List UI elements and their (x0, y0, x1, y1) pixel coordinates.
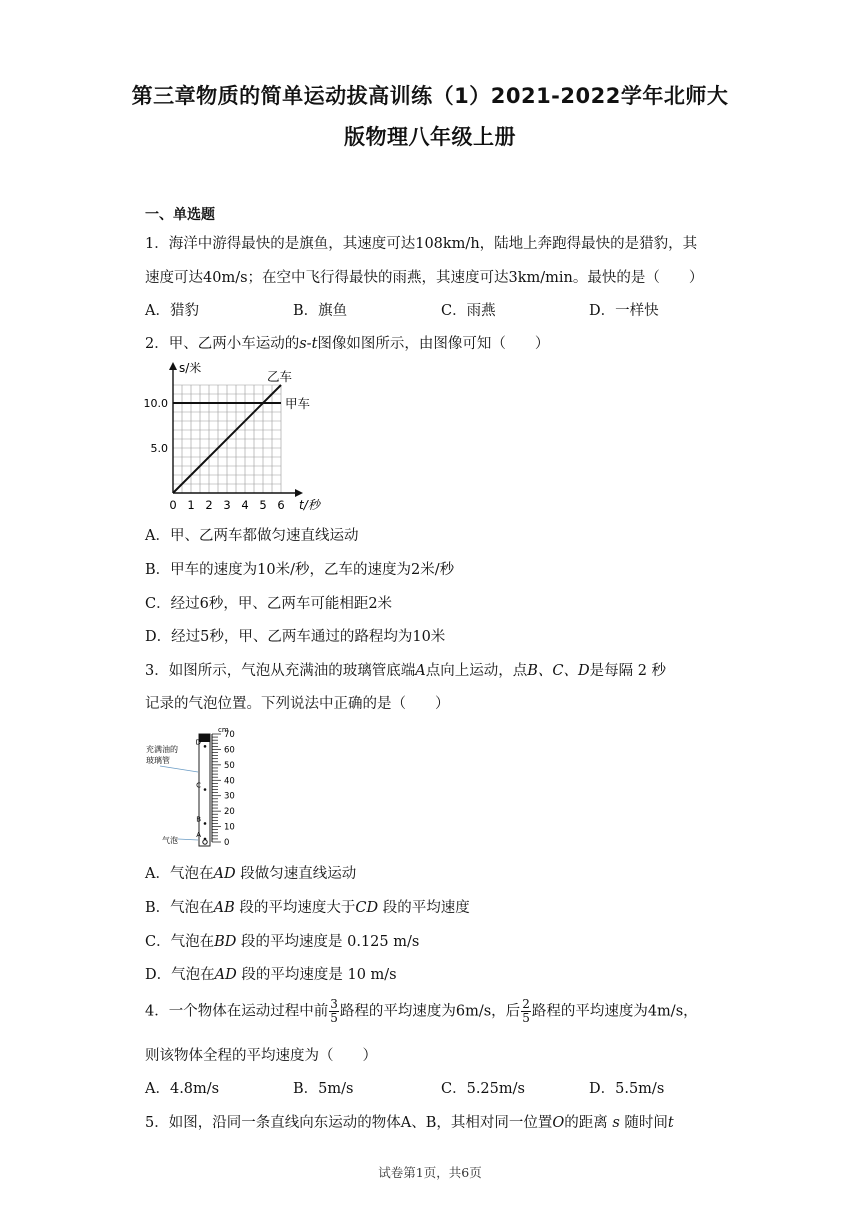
bubble-point (204, 822, 207, 825)
q2-option-a: A．甲、乙两车都做匀速直线运动 (145, 528, 359, 544)
bubble-point (204, 745, 207, 748)
ruler-label: 20 (224, 807, 235, 818)
q3-option-d: D．气泡在AD 段的平均速度是 10 m/s (145, 967, 397, 983)
bubble-positions (196, 738, 207, 840)
ruler (212, 730, 235, 848)
q1-option-a: A．猎豹 (145, 303, 199, 319)
tube-label-2: 玻璃管 (146, 756, 170, 765)
y-axis-arrow (169, 362, 177, 370)
bubble-point-label: D (195, 738, 201, 747)
q3-tube-figure (138, 722, 258, 854)
q3-stem-line-1: 3．如图所示，气泡从充满油的玻璃管底端A点向上运动，点B、C、D是每隔 2 秒 (145, 663, 667, 679)
bubble-point (204, 788, 207, 791)
tube-leader-line (160, 766, 198, 772)
x-axis-arrow (295, 489, 303, 497)
y-tick-label: 10.0 (143, 397, 168, 410)
ruler-label: 70 (224, 730, 235, 740)
q3-option-a: A．气泡在AD 段做匀速直线运动 (145, 866, 357, 882)
q4-options (145, 1077, 785, 1098)
q3-stem-line-2: 记录的气泡位置。下列说法中正确的是（ ） (145, 696, 450, 712)
bubble (203, 840, 207, 844)
q1-stem-line-2: 速度可达40m/s；在空中飞行得最快的雨燕，其速度可达3km/min。最快的是（ ） (145, 270, 704, 286)
bubble-point-label: C (196, 781, 201, 790)
ruler-label: 0 (224, 838, 230, 848)
y-axis-label: s/米 (179, 361, 202, 375)
bubble-label: 气泡 (162, 836, 178, 845)
q4-option-a: A．4.8m/s (145, 1081, 220, 1097)
bubble-point-label: A (196, 830, 201, 839)
bubble-point (204, 838, 207, 841)
tube-label-1: 充满油的 (146, 745, 178, 754)
fraction-three-fifths: $\frac{3}{5}$ (330, 997, 338, 1025)
q1-option-d: D．一样快 (589, 303, 659, 319)
x-tick-label: 4 (241, 498, 249, 512)
x-tick-label: 5 (259, 498, 267, 512)
ruler-label: 40 (224, 776, 235, 787)
q2-option-d: D．经过5秒，甲、乙两车通过的路程均为10米 (145, 629, 446, 645)
q4-option-b: B．5m/s (293, 1081, 354, 1097)
q3-option-c: C．气泡在BD 段的平均速度是 0.125 m/s (145, 934, 420, 950)
q2-option-b: B．甲车的速度为10米/秒，乙车的速度为2米/秒 (145, 562, 455, 578)
x-tick-label: 0 (169, 498, 177, 512)
fraction-two-fifths: $\frac{2}{5}$ (522, 997, 530, 1025)
ruler-label: 10 (224, 822, 235, 833)
q5-stem: 5．如图，沿同一条直线向东运动的物体A、B，其相对同一位置O的距离 s 随时间t (145, 1115, 674, 1131)
page-title-line-1: 第三章物质的简单运动拔高训练（1）2021-2022学年北师大 (131, 84, 729, 108)
x-tick-label: 1 (187, 498, 195, 512)
q3-option-b: B．气泡在AB 段的平均速度大于CD 段的平均速度 (145, 900, 470, 916)
ruler-label: 60 (224, 745, 235, 756)
x-tick-label: 2 (205, 498, 213, 512)
q4-option-d: D．5.5m/s (589, 1081, 665, 1097)
chart-series (173, 369, 311, 493)
q1-stem-line-1: 1．海洋中游得最快的是旗鱼，其速度可达108km/h，陆地上奔跑得最快的是猎豹，其 (145, 236, 698, 252)
q4-stem-line-2: 则该物体全程的平均速度为（ ） (145, 1048, 377, 1064)
section-heading: 一、单选题 (145, 207, 215, 223)
q1-option-b: B．旗鱼 (293, 303, 348, 319)
q2-st-chart (140, 358, 340, 518)
q1-option-c: C．雨燕 (441, 303, 496, 319)
q2-option-c: C．经过6秒，甲、乙两车可能相距2米 (145, 596, 393, 612)
x-axis-label: t/秒 (299, 498, 320, 512)
ruler-unit: cm (218, 726, 229, 734)
q4-option-c: C．5.25m/s (441, 1081, 525, 1097)
series-label: 甲车 (285, 396, 311, 411)
series-label: 乙车 (267, 369, 293, 384)
q4-stem-line-1: 4．一个物体在运动过程中前 $\frac{3}{5}$ 路程的平均速度为6m/s，后 $\frac{2}{5}$ 路程的平均速度为4m/s， (145, 997, 698, 1025)
bubble-point-label: B (196, 815, 201, 824)
ruler-label: 50 (224, 760, 235, 771)
x-tick-label: 6 (277, 498, 285, 512)
page-footer: 试卷第1页，共6页 (378, 1165, 482, 1180)
x-tick-label: 3 (223, 498, 231, 512)
ruler-label: 30 (224, 791, 235, 802)
bubble-leader-line (178, 839, 198, 840)
q2-stem: 2．甲、乙两小车运动的s-t图像如图所示，由图像可知（ ） (145, 336, 550, 352)
q1-options (145, 299, 785, 320)
y-tick-label: 5.0 (150, 442, 168, 455)
page-title-line-2: 版物理八年级上册 (344, 125, 516, 149)
